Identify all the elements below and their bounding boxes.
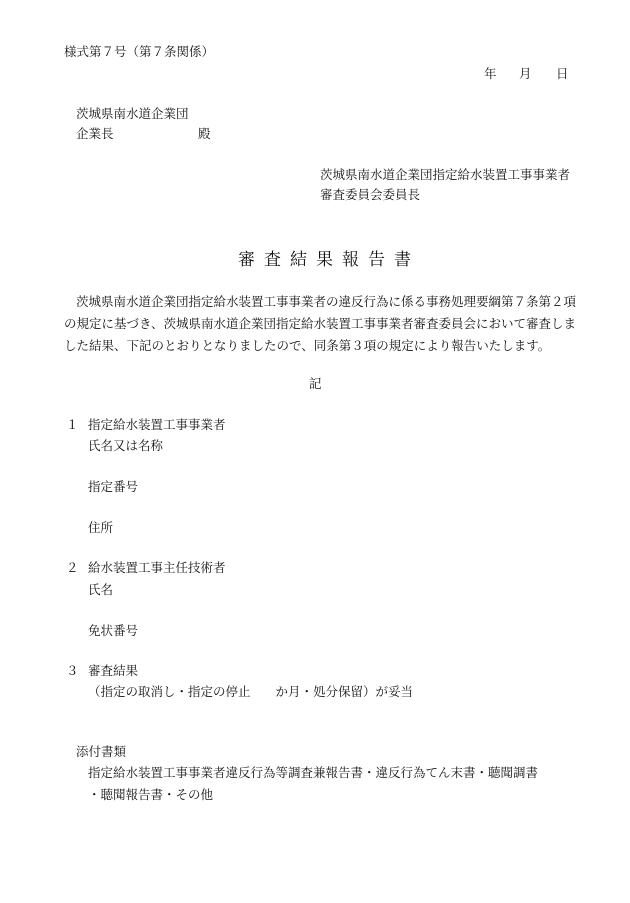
attachments-line2: ・聴聞報告書・その他 — [88, 787, 214, 802]
section2-name-field: 氏名 — [88, 582, 114, 597]
body-line3: した結果、下記のとおりとなりましたので、同条第３項の規定により報告いたします。 — [64, 338, 551, 353]
sender-line1: 茨城県南水道企業団指定給水装置工事事業者 — [320, 167, 571, 182]
section2-number: ２ — [66, 560, 79, 575]
document-title: 審査結果報告書 — [238, 250, 420, 270]
date-day: 日 — [556, 66, 569, 81]
sender-line2: 審査委員会委員長 — [320, 187, 421, 202]
section3-detail: （指定の取消し・指定の停止 か月・処分保留）が妥当 — [88, 684, 414, 699]
addressee-org: 茨城県南水道企業団 — [76, 106, 189, 121]
section3-number: ３ — [66, 663, 79, 678]
form-label: 様式第７号（第７条関係） — [64, 44, 215, 59]
addressee-title: 企業長 — [76, 126, 114, 141]
date-year: 年 — [484, 66, 497, 81]
addressee-honorific: 殿 — [198, 126, 211, 141]
attachments-heading: 添付書類 — [76, 744, 127, 759]
body-line2: の規定に基づき、茨城県南水道企業団指定給水装置工事事業者審査委員会において審査しま — [64, 316, 577, 331]
section1-number-field: 指定番号 — [88, 479, 139, 494]
section1-name-field: 氏名又は名称 — [88, 438, 164, 453]
body-line1: 茨城県南水道企業団指定給水装置工事事業者の違反行為に係る事務処理要綱第７条第２項 — [76, 294, 577, 309]
section2-license-field: 免状番号 — [88, 623, 139, 638]
section1-heading: 指定給水装置工事事業者 — [88, 417, 226, 432]
section3-heading: 審査結果 — [88, 663, 139, 678]
section1-address-field: 住所 — [88, 520, 114, 535]
date-month: 月 — [519, 66, 532, 81]
section1-number: １ — [66, 417, 79, 432]
ki-label: 記 — [309, 376, 322, 391]
attachments-line1: 指定給水装置工事事業者違反行為等調査兼報告書・違反行為てん末書・聴聞調書 — [88, 765, 539, 780]
section2-heading: 給水装置工事主任技術者 — [88, 560, 226, 575]
